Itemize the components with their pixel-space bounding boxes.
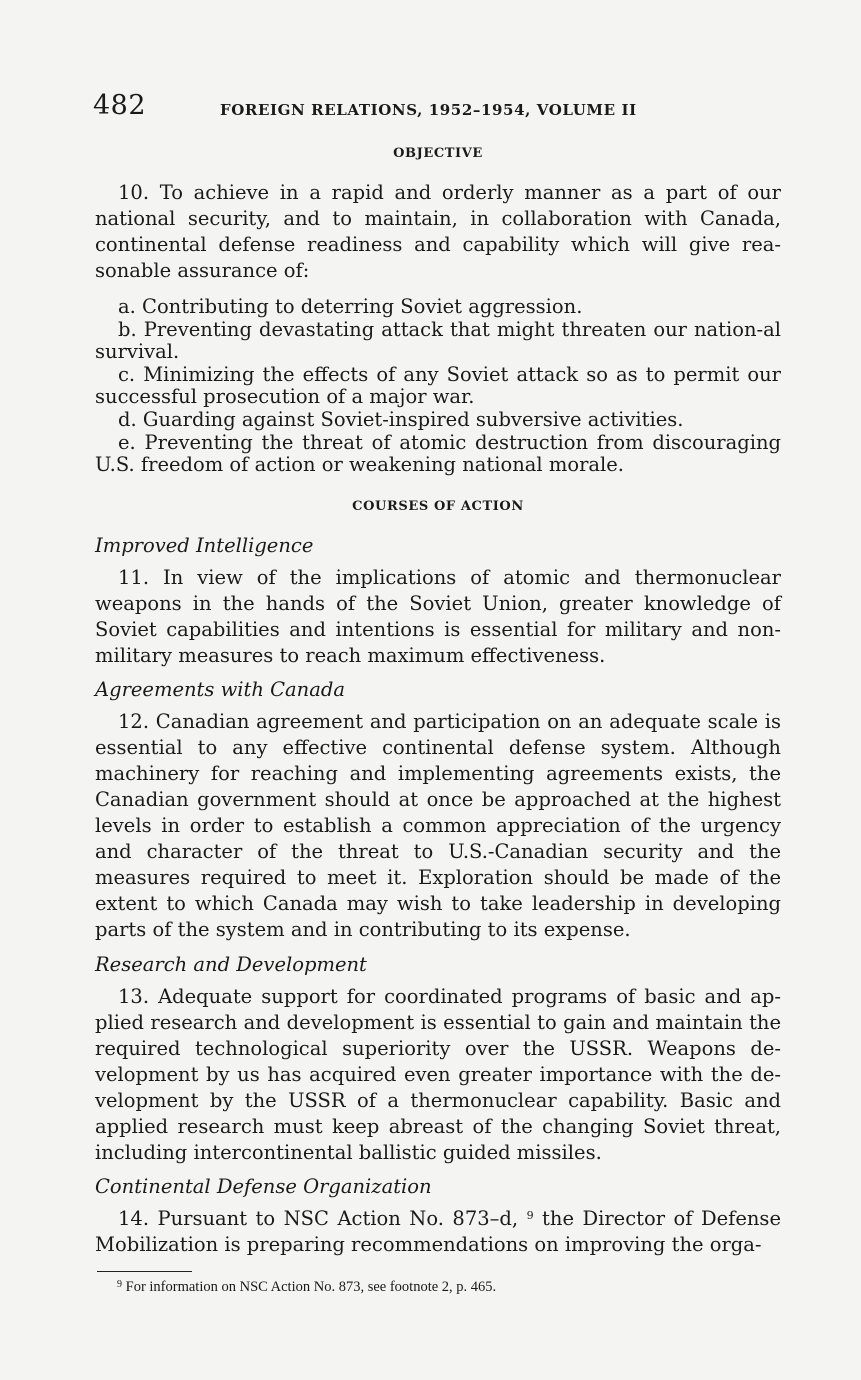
list-item: d. Guarding against Soviet-inspired subversive activities.: [118, 407, 684, 431]
paragraph-12-text: 12. Canadian agreement and participation on an adequate scale is essential to any effective continental defense system. Although machinery for reaching and implementing agreements exists, the Canadian government should at once be approached at the highest levels in order to establish a common appreciation of the urgency and character of the threat to U.S.-Canadian security and the measures required to meet it. Exploration should be made of the extent to which Canada may wish to take leadership in developing parts of the system and in contributing to its expense.: [95, 710, 781, 941]
paragraph-10: [95, 180, 781, 284]
footnote-marker: 9: [117, 1279, 122, 1290]
paragraph-14-text-start: 14. Pursuant to NSC Action No. 873–d,: [118, 1207, 519, 1230]
paragraph-14: [95, 1206, 781, 1258]
courses-of-action-heading: COURSES OF ACTION: [352, 499, 524, 514]
running-title: FOREIGN RELATIONS, 1952–1954, VOLUME II: [220, 101, 637, 119]
footnote-reference: 9: [526, 1209, 534, 1222]
paragraph-13-text: 13. Adequate support for coordinated programs of basic and ap-plied research and development is essential to gain and maintain the required technological superiority over the USSR. Weapons de-velopment by us has acquired even greater importance with the de-velopment by the USSR of a thermonuclear capability. Basic and applied research must keep abreast of the changing Soviet threat, including intercontinental ballistic guided missiles.: [95, 985, 781, 1164]
paragraph-10-text: 10. To achieve in a rapid and orderly manner as a part of our national security, and to maintain, in collaboration with Canada, continental defense readiness and capability which will give rea-sonable assurance of:: [95, 181, 781, 282]
footnote: [117, 1279, 496, 1296]
subhead-agreements-with-canada: Agreements with Canada: [95, 678, 345, 701]
subhead-improved-intelligence: Improved Intelligence: [95, 534, 314, 557]
footnote-divider: [97, 1271, 192, 1272]
page-header: [93, 90, 783, 126]
list-item: c. Minimizing the effects of any Soviet attack so as to permit our successful prosecution of a major war.: [95, 362, 781, 409]
subhead-continental-defense-organization: Continental Defense Organization: [95, 1175, 432, 1198]
footnote-text: For information on NSC Action No. 873, see footnote 2, p. 465.: [122, 1279, 497, 1295]
paragraph-14-text-end: the Director of Defense Mobilization is preparing recommendations on improving the orga-: [95, 1207, 781, 1256]
paragraph-12: [95, 709, 781, 943]
paragraph-14-text: [95, 1206, 781, 1258]
objective-heading: OBJECTIVE: [393, 146, 483, 161]
paragraph-11: [95, 565, 781, 669]
paragraph-13: [95, 984, 781, 1166]
objective-list: [95, 296, 781, 477]
subhead-research-and-development: Research and Development: [95, 953, 367, 976]
list-item: b. Preventing devastating attack that might threaten our nation-al survival.: [95, 317, 781, 364]
list-item: e. Preventing the threat of atomic destruction from discouraging U.S. freedom of action or weakening national morale.: [95, 430, 781, 477]
list-item: a. Contributing to deterring Soviet aggression.: [118, 295, 583, 318]
paragraph-11-text: 11. In view of the implications of atomic and thermonuclear weapons in the hands of the Soviet Union, greater knowledge of Soviet capabilities and intentions is essential for military and non-military measures to reach maximum effectiveness.: [95, 566, 781, 667]
page-number: 482: [93, 90, 147, 121]
